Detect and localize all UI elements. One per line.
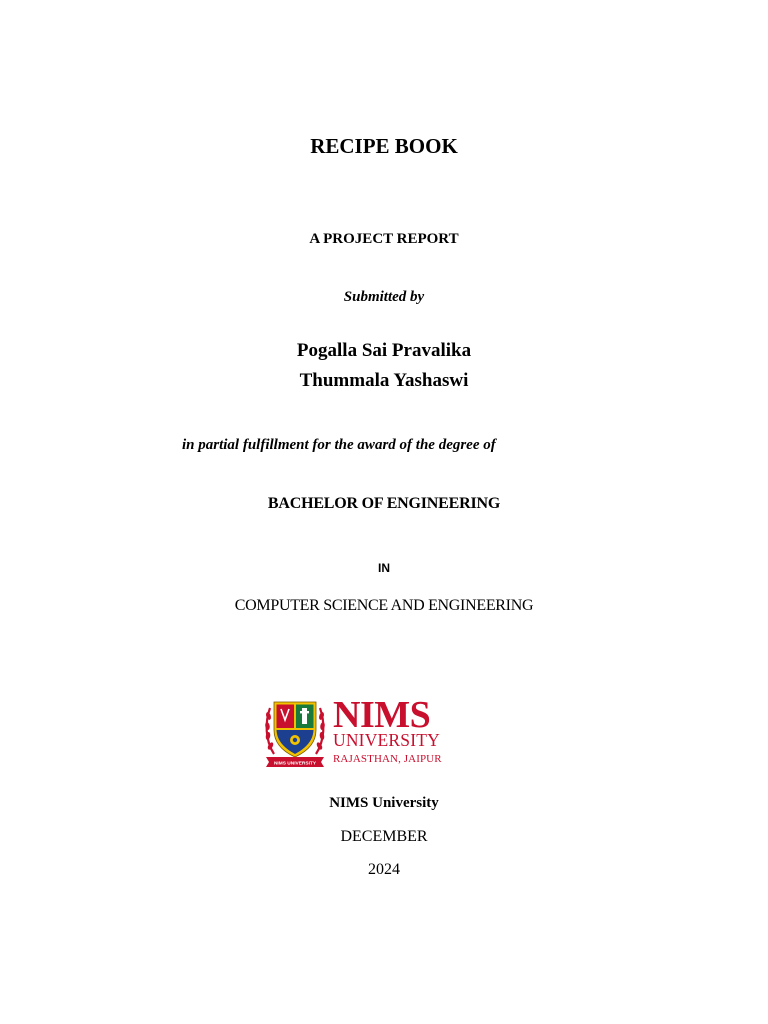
submission-month: DECEMBER: [340, 828, 428, 845]
university-name: NIMS University: [329, 795, 439, 811]
logo-name: NIMS: [333, 694, 431, 736]
university-logo: [264, 696, 454, 768]
report-type: A PROJECT REPORT: [309, 231, 459, 247]
submission-year: 2024: [368, 861, 400, 878]
branch-name: COMPUTER SCIENCE AND ENGINEERING: [234, 597, 534, 614]
fulfillment-statement: in partial fulfillment for the award of the degree of: [182, 437, 496, 453]
logo-location: RAJASTHAN, JAIPUR: [333, 753, 442, 765]
author-name: Pogalla Sai Pravalika: [296, 340, 472, 361]
author-name: Thummala Yashaswi: [299, 370, 469, 391]
degree-name: BACHELOR OF ENGINEERING: [267, 495, 501, 512]
university-wordmark: [333, 696, 455, 768]
report-title: RECIPE BOOK: [310, 134, 458, 158]
submitted-by-label: Submitted by: [343, 289, 425, 305]
in-label: IN: [378, 561, 390, 575]
university-crest-icon: [264, 696, 326, 768]
logo-university: UNIVERSITY: [333, 730, 440, 750]
crest-ribbon-text: NIMS UNIVERSITY: [273, 761, 317, 767]
